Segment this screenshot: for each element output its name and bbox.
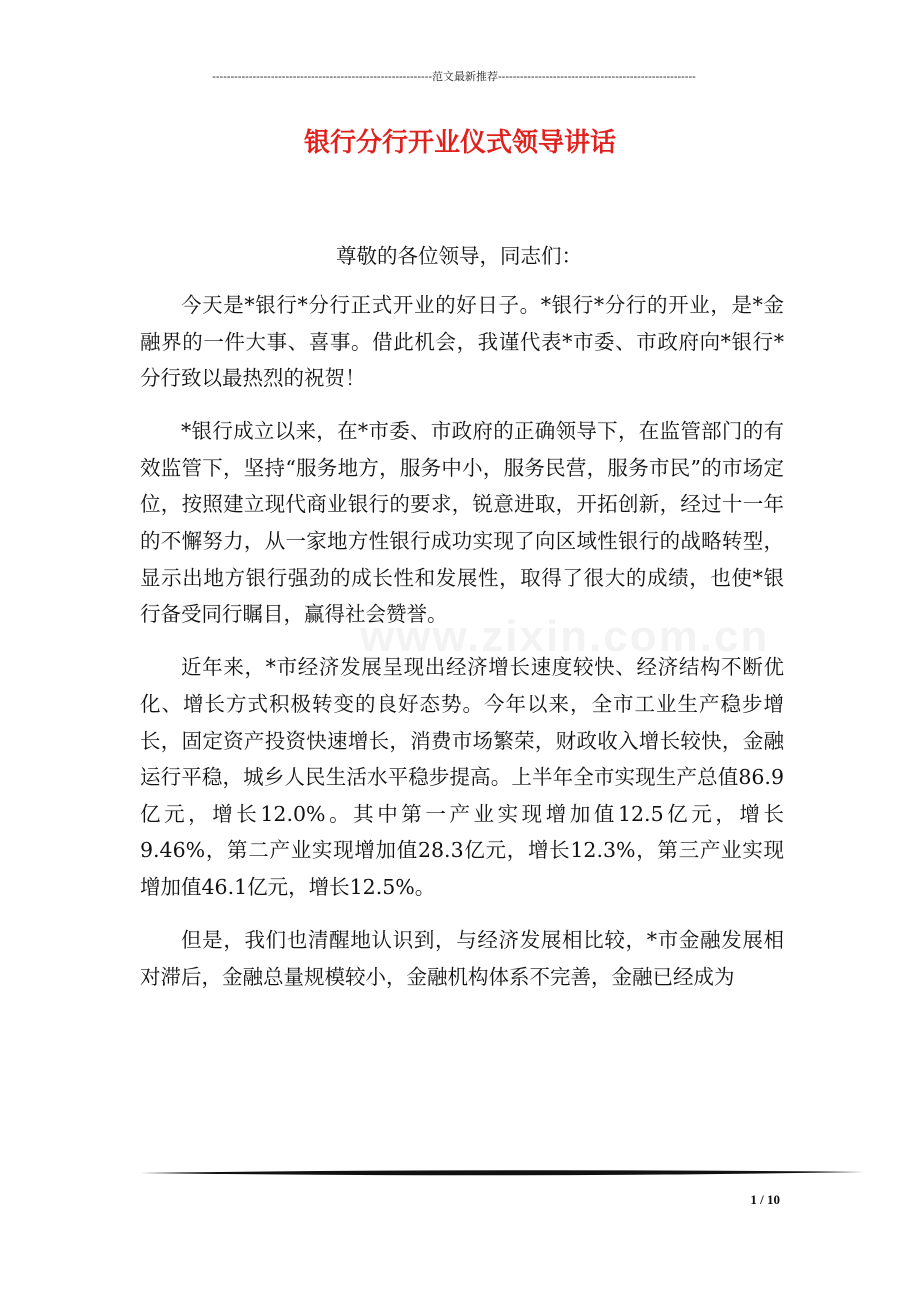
- footer-divider: [140, 1166, 864, 1180]
- paragraph: *银行成立以来，在*市委、市政府的正确领导下，在监管部门的有效监管下，坚持“服务地方，服务中小，服务民营，服务市民”的市场定位，按照建立现代商业银行的要求，锐意进取，开拓创新，经过十一年的不懈努力，从一家地方性银行成功实现了向区域性银行的战略转型，显示出地方银行强劲的成长性和发展性，取得了很大的成绩，也使*银行备受同行瞩目，赢得社会赞誉。: [140, 419, 784, 627]
- watermark: www.zixin.com.cn: [360, 612, 770, 661]
- paragraph: 近年来，*市经济发展呈现出经济增长速度较快、经济结构不断优化、增长方式积极转变的良好态势。今年以来，全市工业生产稳步增长，固定资产投资快速增长，消费市场繁荣，财政收入增长较快，金融运行平稳，城乡人民生活水平稳步提高。上半年全市实现生产总值86.9亿元，增长12.0%。其中第一产业实现增加值12.5亿元，增长9.46%，第二产业实现增加值28.3亿元，增长12.3%，第三产业实现增加值46.1亿元，增长12.5%。: [140, 655, 784, 899]
- paragraph: 但是，我们也清醒地认识到，与经济发展相比较，*市金融发展相对滞后，金融总量规模较小，金融机构体系不完善，金融已经成为: [140, 928, 784, 989]
- page-number: 1 / 10: [750, 1192, 780, 1207]
- salutation: 尊敬的各位领导，同志们：: [336, 244, 582, 268]
- header-banner: ------------------------------------------------------------范文最新推荐------------------------------------------------------: [212, 71, 696, 83]
- document-title: 银行分行开业仪式领导讲话: [303, 128, 616, 158]
- paragraph: 今天是*银行*分行正式开业的好日子。*银行*分行的开业，是*金融界的一件大事、喜事。借此机会，我谨代表*市委、市政府向*银行*分行致以最热烈的祝贺！: [140, 293, 784, 391]
